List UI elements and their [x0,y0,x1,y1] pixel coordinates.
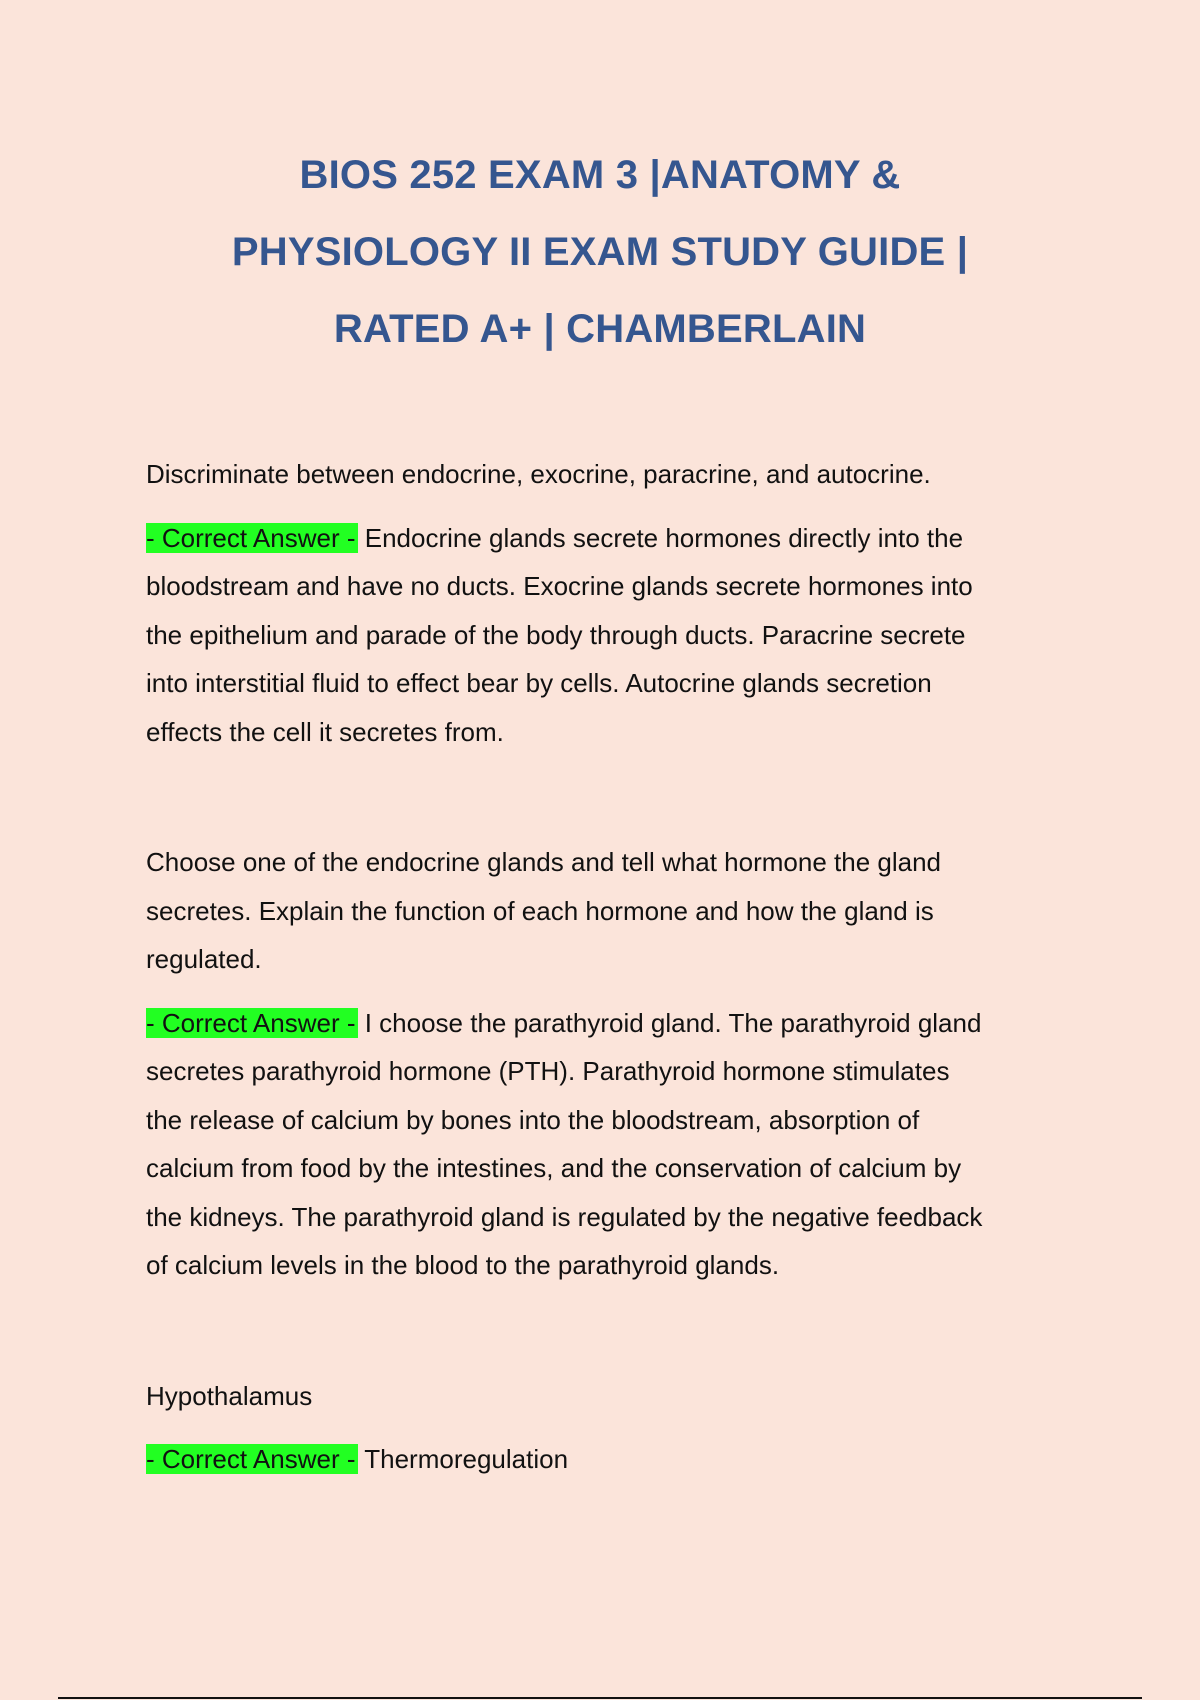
question-line: Choose one of the endocrine glands and tell what hormone the gland [146,847,942,877]
correct-answer-label: - Correct Answer - [146,1007,356,1038]
answer-line: of calcium levels in the blood to the parathyroid glands. [146,1250,780,1280]
answer-first-line [146,1435,1086,1484]
title-line: RATED A+ | CHAMBERLAIN [333,307,867,351]
answer-first-line [146,514,1086,563]
answer-line-text: Endocrine glands secrete hormones directly into the [357,522,964,553]
answer-line-text: I choose the parathyroid gland. The parathyroid gland [357,1007,982,1038]
question-text [146,838,1086,984]
answer-first-line [146,999,1086,1048]
answer-line: effects the cell it secretes from. [146,716,504,747]
question-line: regulated. [146,944,262,974]
qa-item [146,838,1086,1290]
answer-text [146,514,1086,757]
question-text [146,450,1086,499]
answer-line: bloodstream and have no ducts. Exocrine glands secrete hormones into [146,571,973,601]
question-line: Discriminate between endocrine, exocrine, paracrine, and autocrine. [146,459,931,489]
qa-content [146,450,1086,1566]
answer-line: calcium from food by the intestines, and the conservation of calcium by [146,1153,962,1183]
title-line: BIOS 252 EXAM 3 |ANATOMY & [299,153,901,197]
answer-line: into interstitial fluid to effect bear by cells. Autocrine glands secretion [146,668,932,698]
question-line: Hypothalamus [146,1380,313,1411]
answer-text [146,999,1086,1290]
answer-line: the kidneys. The parathyroid gland is regulated by the negative feedback [146,1201,983,1232]
correct-answer-label: - Correct Answer - [146,522,356,553]
question-line: secretes. Explain the function of each hormone and how the gland is [146,895,934,926]
answer-line: the release of calcium by bones into the bloodstream, absorption of [146,1104,920,1135]
qa-item [146,450,1086,756]
title-line: PHYSIOLOGY II EXAM STUDY GUIDE | [231,230,969,274]
footer-divider [58,1697,1142,1699]
answer-line-text: Thermoregulation [357,1444,569,1474]
document-title [120,137,1080,368]
question-text [146,1372,1086,1421]
answer-line: secretes parathyroid hormone (PTH). Parathyroid hormone stimulates [146,1056,950,1086]
answer-text [146,1435,1086,1484]
qa-item [146,1372,1086,1484]
correct-answer-label: - Correct Answer - [146,1444,356,1474]
answer-line: the epithelium and parade of the body through ducts. Paracrine secrete [146,619,966,650]
